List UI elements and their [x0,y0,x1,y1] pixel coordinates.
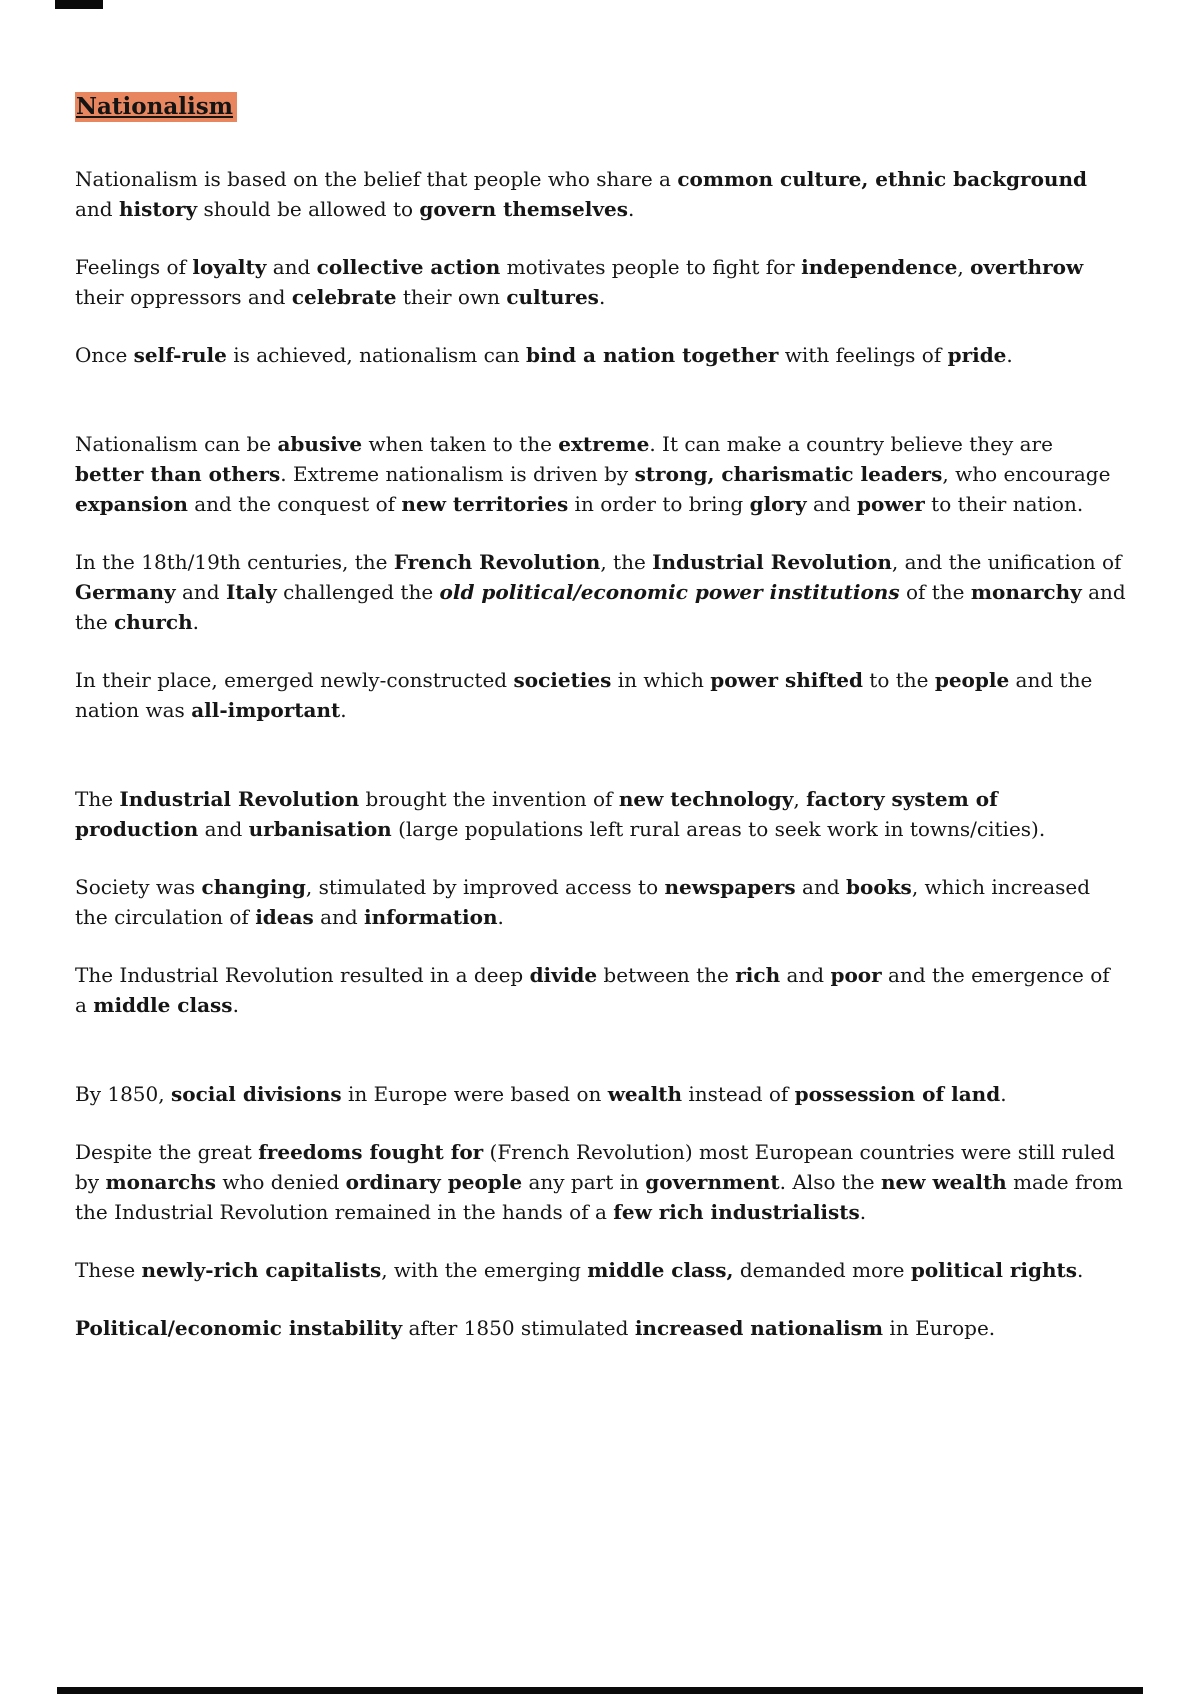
text-run: middle class [93,992,233,1017]
text-run: . [340,697,347,722]
text-run: Italy [225,579,277,604]
text-run: govern themselves [419,196,628,221]
text-run: Germany [75,579,176,604]
text-run: divide [529,962,598,987]
text-run: monarchy [970,579,1082,604]
text-run: In their place, emerged newly-constructed [75,667,514,692]
text-run: bind a nation together [525,342,779,367]
text-run: books [846,874,912,899]
text-run: overthrow [970,254,1084,279]
text-run: to the [862,667,935,692]
text-run: after 1850 stimulated [402,1315,635,1340]
text-run: to their nation. [924,491,1084,516]
text-run: monarchs [105,1169,216,1194]
text-run: pride [947,342,1007,367]
text-run: changing [201,874,306,899]
paragraph [75,1137,1127,1227]
paragraph [75,547,1127,637]
text-run: expansion [75,491,188,516]
text-run: and [75,196,119,221]
text-run: newspapers [664,874,796,899]
text-run: strong, charismatic leaders [634,461,943,486]
bottom-edge-mark [57,1687,1143,1694]
text-run: power [857,491,925,516]
text-run: , [957,254,971,279]
text-run: societies [513,667,612,692]
text-run: independence [801,254,958,279]
text-run: made from the Industrial Revolution remained in the hands of a [75,1169,1123,1224]
document-content [75,93,1127,1371]
text-run: and the conquest of [187,491,402,516]
text-run: middle class, [587,1257,734,1282]
text-run: urbanisation [248,816,392,841]
paragraph [75,1313,1127,1343]
text-run: These [75,1257,142,1282]
text-run: . [1000,1081,1007,1106]
text-run: few rich industrialists [613,1199,860,1224]
text-run: political rights [910,1257,1078,1282]
text-run: and the [75,579,1126,634]
text-run: better than others [75,461,281,486]
text-run: and [266,254,317,279]
text-run: and [806,491,858,516]
paragraph [75,784,1127,844]
text-run: . [627,196,635,221]
text-run: loyalty [192,254,267,279]
text-run: in Europe were based on [341,1081,608,1106]
text-run: glory [749,491,807,516]
page-title-highlight: Nationalism [75,92,237,122]
text-run: increased nationalism [634,1315,884,1340]
text-run: . [1006,342,1013,367]
text-run: , with the emerging [381,1257,588,1282]
paragraph [75,252,1127,312]
text-run: people [934,667,1010,692]
text-run: . [232,992,239,1017]
text-run: . Also the [779,1169,881,1194]
text-run: between the [597,962,736,987]
paragraph [75,1255,1127,1285]
text-run: power shifted [710,667,863,692]
text-run: Despite the great [75,1139,259,1164]
text-run: collective action [316,254,501,279]
text-run: . It can make a country believe they are [649,431,1053,456]
text-run: (French Revolution) most European countries were still ruled by [75,1139,1116,1194]
text-run: new wealth [881,1169,1007,1194]
text-run: and [795,874,847,899]
text-run: brought the invention of [359,786,619,811]
text-run: Nationalism is based on the belief that people who share a [75,166,678,191]
text-run: when taken to the [362,431,559,456]
text-run: any part in [522,1169,646,1194]
text-run: and the emergence of a [75,962,1110,1017]
paragraph [75,1079,1127,1109]
text-run: with feelings of [778,342,948,367]
text-run: social divisions [170,1081,342,1106]
paragraph [75,960,1127,1020]
text-run: Society was [75,874,202,899]
text-run: . Extreme nationalism is driven by [280,461,635,486]
text-run: and [175,579,226,604]
text-run: The [75,786,120,811]
text-run: Political/economic instability [75,1315,403,1340]
text-run: and [313,904,365,929]
paragraph [75,164,1127,224]
text-run: Nationalism can be [75,431,278,456]
text-run: motivates people to fight for [500,254,802,279]
text-run: Industrial Revolution [119,786,360,811]
text-run: ideas [255,904,314,929]
text-run: and the nation was [75,667,1093,722]
text-run: their own [396,284,507,309]
text-run: . [598,284,606,309]
text-run: of the [899,579,971,604]
text-run: , the [600,549,653,574]
text-run: possession of land [794,1081,1001,1106]
text-run: extreme [558,431,650,456]
text-run: . [497,904,504,929]
text-run: . [859,1199,867,1224]
text-run: ordinary people [345,1169,523,1194]
text-run: , and the unification of [891,549,1122,574]
page-title [75,93,1127,122]
text-run: poor [830,962,882,987]
text-run: and [780,962,831,987]
text-run: in Europe. [883,1315,996,1340]
text-run: Feelings of [75,254,193,279]
text-run: history [118,196,198,221]
text-run: church [114,609,193,634]
text-run: in order to bring [568,491,750,516]
text-run: demanded more [733,1257,911,1282]
text-run: self-rule [133,342,227,367]
text-run: , [793,786,807,811]
text-run: challenged the [276,579,440,604]
text-run: who denied [216,1169,346,1194]
text-run: Industrial Revolution [652,549,892,574]
text-run: new technology [618,786,794,811]
text-run: factory system of production [75,786,998,841]
text-run: cultures [506,284,599,309]
paragraph [75,340,1127,370]
text-run: French Revolution [393,549,601,574]
paragraph [75,429,1127,519]
text-run: is achieved, nationalism can [226,342,526,367]
text-run: . [192,609,199,634]
text-run: newly-rich capitalists [141,1257,382,1282]
paragraph [75,872,1127,932]
text-run: information [364,904,498,929]
text-run: new territories [401,491,569,516]
text-run: By 1850, [75,1081,171,1106]
text-run: old political/economic power institutions [439,579,900,604]
text-run: freedoms fought for [258,1139,484,1164]
text-run: all-important [191,697,341,722]
text-run: government [645,1169,780,1194]
text-run: instead of [682,1081,795,1106]
top-edge-mark [55,0,103,9]
text-run: common culture, ethnic background [677,166,1087,191]
text-run: , who encourage [942,461,1111,486]
text-run: , stimulated by improved access to [305,874,665,899]
text-run: abusive [277,431,363,456]
text-run: and [198,816,249,841]
text-run: , which increased the circulation of [75,874,1091,929]
text-run: Once [75,342,134,367]
text-run: In the 18th/19th centuries, the [75,549,394,574]
text-run: rich [735,962,781,987]
text-run: . [1077,1257,1084,1282]
text-run: their oppressors and [75,284,292,309]
text-run: celebrate [291,284,397,309]
document-body [75,164,1127,1343]
text-run: wealth [607,1081,682,1106]
paragraph [75,665,1127,725]
text-run: should be allowed to [197,196,420,221]
text-run: in which [611,667,711,692]
text-run: The Industrial Revolution resulted in a deep [75,962,530,987]
text-run: (large populations left rural areas to seek work in towns/cities). [391,816,1046,841]
